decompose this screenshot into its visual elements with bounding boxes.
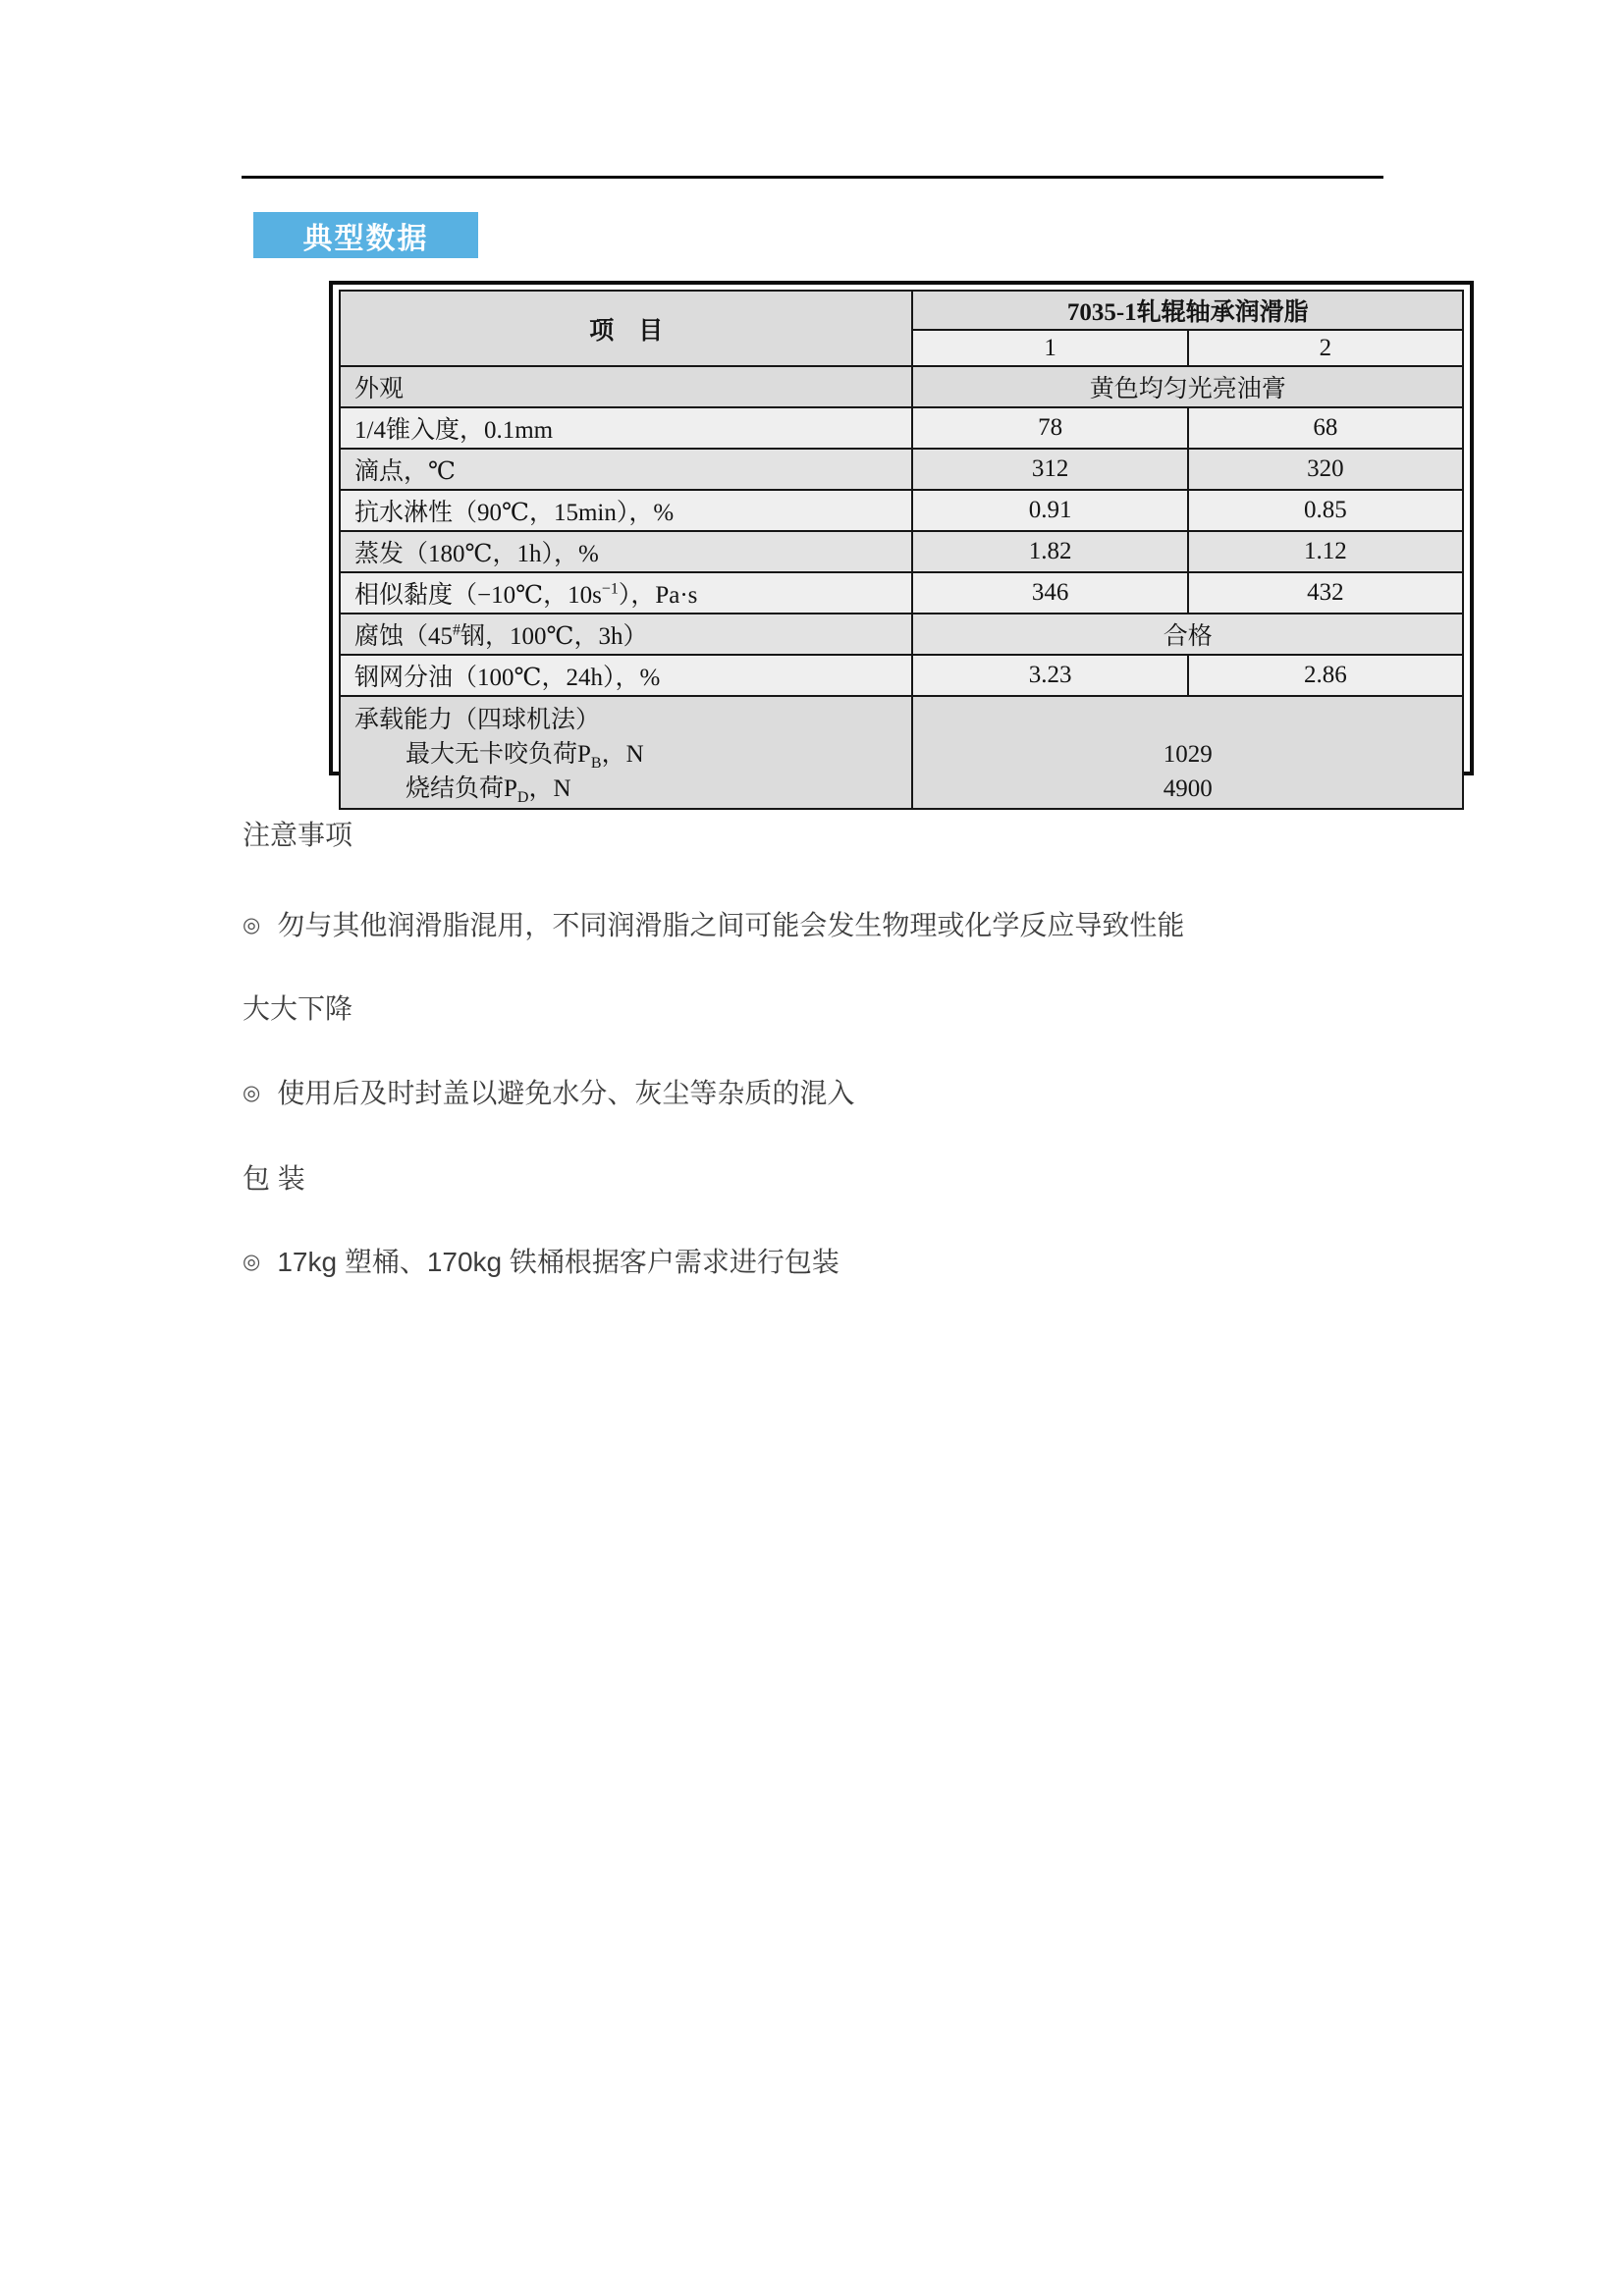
table-row-penetration — [340, 407, 1463, 449]
horizontal-rule — [242, 176, 1383, 179]
header-cell-product: 7035-1轧辊轴承润滑脂 — [912, 291, 1463, 330]
row-value-1: 1.82 — [912, 531, 1187, 572]
bullet-icon: ◎ — [243, 1251, 261, 1273]
row-label: 外观 — [340, 366, 912, 407]
row-value-multiline — [912, 696, 1463, 809]
superscript: −1 — [601, 580, 619, 598]
spacer-line — [913, 703, 1462, 737]
row-value-2: 320 — [1188, 449, 1463, 490]
header-cell-sample1: 1 — [912, 330, 1187, 366]
note-item-1 — [243, 908, 1184, 943]
table-header-row-1 — [340, 291, 1463, 330]
row-value-2: 432 — [1188, 572, 1463, 614]
row-label: 钢网分油（100℃，24h），% — [340, 655, 912, 696]
row-label: 相似黏度（−10℃，$10s^{-1}$），Pa·s — [340, 572, 912, 614]
packaging-section-title: 包 装 — [243, 1163, 305, 1194]
header-cell-sample2: 2 — [1188, 330, 1463, 366]
table-row-corrosion — [340, 614, 1463, 655]
note-item-2 — [243, 1076, 854, 1111]
load-capacity-line-pb: 最大无卡咬负荷$P_B$，N — [406, 741, 644, 772]
load-capacity-line-pd: 烧结负荷$P_D$，N — [406, 775, 571, 806]
load-capacity-title: 承载能力（四球机法） — [354, 707, 601, 733]
typical-data-badge — [253, 212, 478, 258]
row-label: 滴点，℃ — [340, 449, 912, 490]
superscript: # — [453, 621, 461, 639]
table-row-appearance — [340, 366, 1463, 407]
table-row-load-capacity — [340, 696, 1463, 809]
typical-data-table — [339, 290, 1464, 810]
row-value-1: 3.23 — [912, 655, 1187, 696]
typical-data-table-frame — [329, 281, 1474, 806]
row-value-2: 1.12 — [1188, 531, 1463, 572]
row-label: 蒸发（180℃，1h），% — [340, 531, 912, 572]
table-row-water-washout — [340, 490, 1463, 531]
typical-data-badge-label: 典型数据 — [302, 222, 429, 255]
row-value-2: 2.86 — [1188, 655, 1463, 696]
row-value-1: 78 — [912, 407, 1187, 449]
notes-section-title: 注意事项 — [243, 820, 353, 850]
bullet-icon: ◎ — [243, 1082, 261, 1104]
row-label: 1/4锥入度，0.1mm — [340, 407, 912, 449]
load-capacity-value-pd: 4900 — [1163, 775, 1213, 802]
row-label: 腐蚀（45#钢，100℃，3h） — [340, 614, 912, 655]
table-row-oil-separation — [340, 655, 1463, 696]
bullet-icon: ◎ — [243, 914, 261, 936]
note-item-1-text: 勿与其他润滑脂混用，不同润滑脂之间可能会发生物理或化学反应导致性能 — [277, 910, 1185, 940]
row-value-1: 0.91 — [912, 490, 1187, 531]
packaging-item-text: 17kg 塑桶、170kg 铁桶根据客户需求进行包装 — [277, 1247, 839, 1277]
subscript: B — [590, 755, 602, 772]
row-value-1: 346 — [912, 572, 1187, 614]
row-value-1: 312 — [912, 449, 1187, 490]
packaging-item — [243, 1245, 839, 1280]
table-row-apparent-viscosity — [340, 572, 1463, 614]
table-row-evaporation — [340, 531, 1463, 572]
row-value-span: 合格 — [912, 614, 1463, 655]
note-item-2-text: 使用后及时封盖以避免水分、灰尘等杂质的混入 — [277, 1078, 855, 1108]
table-row-drop-point — [340, 449, 1463, 490]
subscript: D — [516, 789, 529, 806]
row-label-multiline — [340, 696, 912, 809]
row-value-span: 黄色均匀光亮油膏 — [912, 366, 1463, 407]
row-label: 抗水淋性（90℃，15min），% — [340, 490, 912, 531]
note-item-1-continued: 大大下降 — [243, 993, 353, 1024]
row-value-2: 0.85 — [1188, 490, 1463, 531]
load-capacity-value-pb: 1029 — [1163, 741, 1213, 768]
row-value-2: 68 — [1188, 407, 1463, 449]
header-cell-item: 项 目 — [340, 291, 912, 366]
